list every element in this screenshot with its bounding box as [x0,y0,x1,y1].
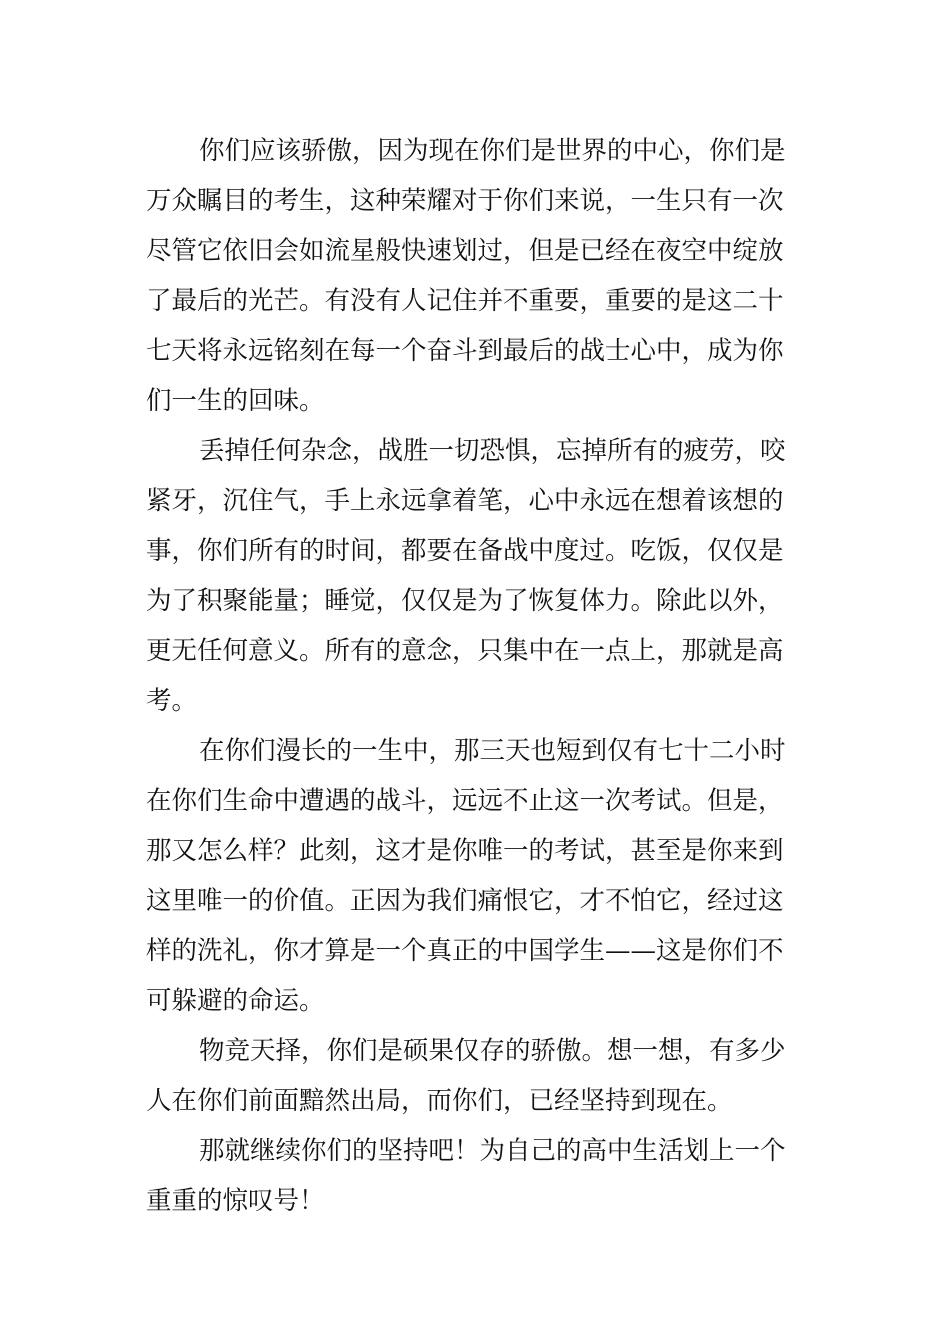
paragraph-1 [146,126,810,426]
text-line: 那就继续你们的坚持吧！为自己的高中生活划上一个 [199,1136,786,1166]
text-line: 那又怎么样？此刻，这才是你唯一的考试，甚至是你来到 [146,836,784,866]
paragraph-3 [146,726,810,1026]
text-line: 考。 [146,686,198,716]
document-body [146,126,810,1226]
text-line: 在你们生命中遭遇的战斗，远远不止这一次考试。但是， [146,786,784,816]
paragraph-5 [146,1126,810,1226]
text-line: 可躲避的命运。 [146,986,325,1016]
text-line: 丢掉任何杂念，战胜一切恐惧，忘掉所有的疲劳，咬 [199,436,786,466]
text-line: 样的洗礼，你才算是一个真正的中国学生——这是你们不 [146,936,784,966]
text-line: 们一生的回味。 [146,386,325,416]
paragraph-4 [146,1026,810,1126]
text-line: 为了积聚能量；睡觉，仅仅是为了恢复体力。除此以外， [146,586,784,616]
text-line: 在你们漫长的一生中，那三天也短到仅有七十二小时 [199,736,786,766]
text-line: 七天将永远铭刻在每一个奋斗到最后的战士心中，成为你 [146,336,784,366]
text-line: 你们应该骄傲，因为现在你们是世界的中心，你们是 [199,136,786,166]
text-line: 人在你们前面黯然出局，而你们，已经坚持到现在。 [146,1086,733,1116]
text-line: 紧牙，沉住气，手上永远拿着笔，心中永远在想着该想的 [146,486,784,516]
text-line: 这里唯一的价值。正因为我们痛恨它，才不怕它，经过这 [146,886,784,916]
text-line: 重重的惊叹号！ [146,1186,325,1216]
text-line: 物竞天择，你们是硕果仅存的骄傲。想一想，有多少 [199,1036,786,1066]
text-line: 万众瞩目的考生，这种荣耀对于你们来说，一生只有一次 [146,186,784,216]
text-line: 事，你们所有的时间，都要在备战中度过。吃饭，仅仅是 [146,536,784,566]
text-line: 更无任何意义。所有的意念，只集中在一点上，那就是高 [146,636,784,666]
text-line: 尽管它依旧会如流星般快速划过，但是已经在夜空中绽放 [146,236,784,266]
paragraph-2 [146,426,810,726]
text-line: 了最后的光芒。有没有人记住并不重要，重要的是这二十 [146,286,784,316]
